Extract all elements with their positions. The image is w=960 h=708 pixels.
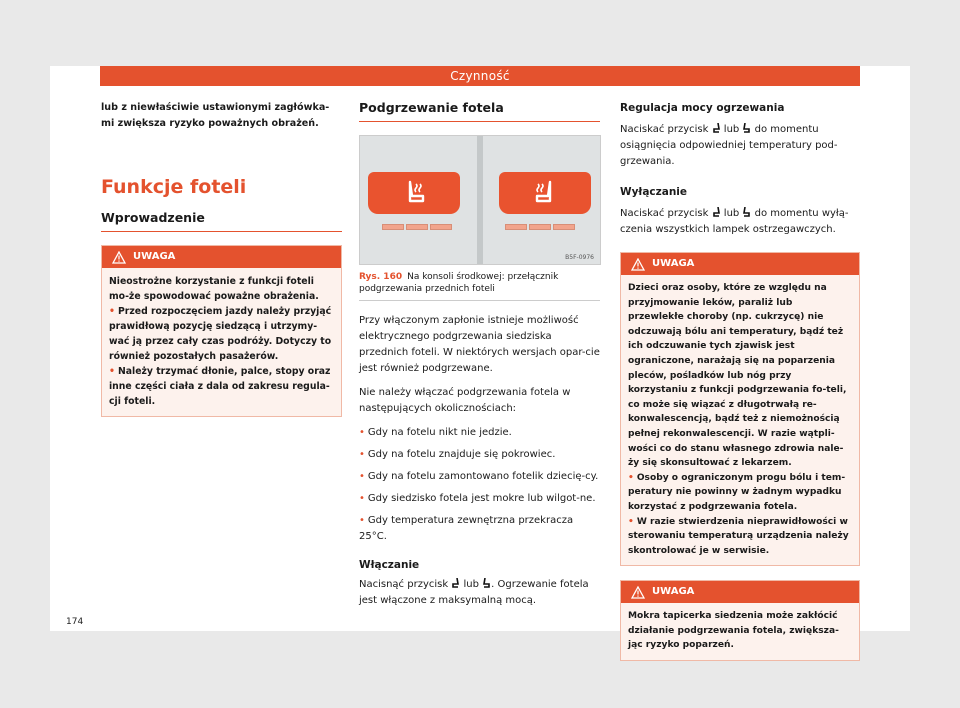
warning-bullet: • Przed rozpoczęciem jazdy należy przyjąć prawidłową pozycję siedzącą i utrzymy-wać ją przez cały czas podróży. Dotyczy to również pozostałych pasażerów. xyxy=(109,306,332,362)
seat-right-icon xyxy=(743,123,750,133)
subsection-title-heating: Podgrzewanie fotela xyxy=(359,100,600,122)
list-item: • Gdy na fotelu znajduje się pokrowiec. xyxy=(359,449,556,460)
column-left xyxy=(101,100,342,417)
warning-bullet: • Osoby o ograniczonym progu bólu i tem-peratury nie powinny w żadnym wypadku korzystać z podgrzewania fotela. xyxy=(628,472,846,512)
indicator-lamp xyxy=(430,224,452,230)
figure-caption: Rys. 160 Na konsoli środkowej: przełącznik podgrzewania przednich foteli xyxy=(359,272,559,294)
switch-panel-right xyxy=(483,136,600,264)
warning-box-health xyxy=(620,252,860,566)
paragraph-off: Naciskać przycisk lub do momentu wyłą-czenia wszystkich lampek ostrzegawczych. xyxy=(620,208,849,235)
warning-box-wet-upholstery xyxy=(620,580,860,661)
bullet-icon: • xyxy=(359,493,365,504)
warning-bullet: • W razie stwierdzenia nieprawidłowości w sterowaniu temperaturą urządzenia należy skontrolować je w serwisie. xyxy=(628,516,849,556)
warning-lead: Dzieci oraz osoby, które ze względu na przyjmowanie leków, paraliż lub przewlekłe choroby (np. cukrzycę) nie odczuwają bólu ani temperatury, bądź też ich odczuwanie tych zjawisk jest ograniczone, narażają się na poparzenia pleców, pośladków lub nóg przy korzystaniu z funkcji podgrzewania fo-teli, co może się wiązać z długotrwałą re-konwalescencją, bądź też z niemożnością pełnej rekonwalescencji. W razie wątpli-wości co do stanu własnego zdrowia nale-ży się skonsultować z lekarzem. xyxy=(628,283,847,469)
seat-left-icon xyxy=(452,578,459,588)
indicator-lamp xyxy=(529,224,551,230)
paragraph-on: Nacisnąć przycisk lub . Ogrzewanie fotela jest włączone z maksymalną mocą. xyxy=(359,579,589,606)
warning-box-seats xyxy=(101,245,342,417)
list-item: • Gdy siedzisko fotela jest mokre lub wilgot-ne. xyxy=(359,493,596,504)
seat-right-icon xyxy=(483,578,490,588)
figure-code: B5F-0976 xyxy=(565,254,594,261)
seat-right-icon xyxy=(743,207,750,217)
seat-heat-icon xyxy=(529,178,559,208)
indicator-lamp xyxy=(406,224,428,230)
list-item: • Gdy na fotelu nikt nie jedzie. xyxy=(359,427,512,438)
paragraph: Przy włączonym zapłonie istnieje możliwość elektrycznego podgrzewania siedziska przednich foteli. W niektórych wersjach opar-cie jest również podgrzewane. xyxy=(359,315,600,374)
warning-header xyxy=(621,253,859,275)
heading-off: Wyłączanie xyxy=(620,186,688,198)
list-item: • Gdy temperatura zewnętrzna przekracza 25°C. xyxy=(359,515,574,542)
bullet-icon: • xyxy=(359,449,365,460)
column-middle xyxy=(359,100,600,609)
figure-heating-switch xyxy=(359,135,601,265)
bullet-icon: • xyxy=(359,471,365,482)
warning-lead: Mokra tapicerka siedzenia może zakłócić działanie podgrzewania fotela, zwiększa-jąc ryzyko poparzeń. xyxy=(628,611,839,651)
bullet-icon: • xyxy=(359,515,365,526)
bullet-icon: • xyxy=(359,427,365,438)
indicator-lamp xyxy=(382,224,404,230)
warning-lead: Nieostrożne korzystanie z funkcji foteli mo-że spowodować poważne obrażenia. xyxy=(109,276,319,302)
heading-regulation: Regulacja mocy ogrzewania xyxy=(620,102,785,114)
indicator-lamp xyxy=(553,224,575,230)
seat-heating-button-left xyxy=(368,172,460,214)
warning-triangle-icon xyxy=(631,586,645,599)
seat-heat-icon xyxy=(401,178,431,208)
bullet-icon: • xyxy=(109,306,115,317)
warning-triangle-icon xyxy=(112,251,126,264)
indicator-lamp xyxy=(505,224,527,230)
intro-text: lub z niewłaściwie ustawionymi zagłówka-mi zwiększa ryzyko poważnych obrażeń. xyxy=(101,102,330,129)
warning-label: UWAGA xyxy=(133,251,176,262)
warning-header xyxy=(621,581,859,603)
paragraph-regulation: Naciskać przycisk lub do momentu osiągnięcia odpowiedniej temperatury pod-grzewania. xyxy=(620,124,838,167)
bullet-icon: • xyxy=(628,516,634,527)
seat-left-icon xyxy=(713,123,720,133)
heading-on: Włączanie xyxy=(359,559,420,571)
warning-bullet: • Należy trzymać dłonie, palce, stopy oraz inne części ciała z dala od zakresu regula-cji foteli. xyxy=(109,366,331,407)
warning-header xyxy=(102,246,341,268)
bullet-icon: • xyxy=(628,472,634,483)
subsection-title: Wprowadzenie xyxy=(101,210,342,232)
bullet-icon: • xyxy=(109,366,115,377)
warning-label: UWAGA xyxy=(652,586,695,598)
column-right xyxy=(620,100,860,661)
section-title: Funkcje foteli xyxy=(101,176,247,198)
switch-panel-left xyxy=(360,136,477,264)
warning-label: UWAGA xyxy=(652,258,695,269)
seat-heating-button-right xyxy=(499,172,591,214)
page-number: 174 xyxy=(66,617,84,627)
section-header: Czynność xyxy=(100,66,860,86)
seat-left-icon xyxy=(713,207,720,217)
warning-triangle-icon xyxy=(631,258,645,271)
list-item: • Gdy na fotelu zamontowano fotelik dziecię-cy. xyxy=(359,471,599,482)
paragraph: Nie należy włączać podgrzewania fotela w następujących okolicznościach: xyxy=(359,387,571,414)
